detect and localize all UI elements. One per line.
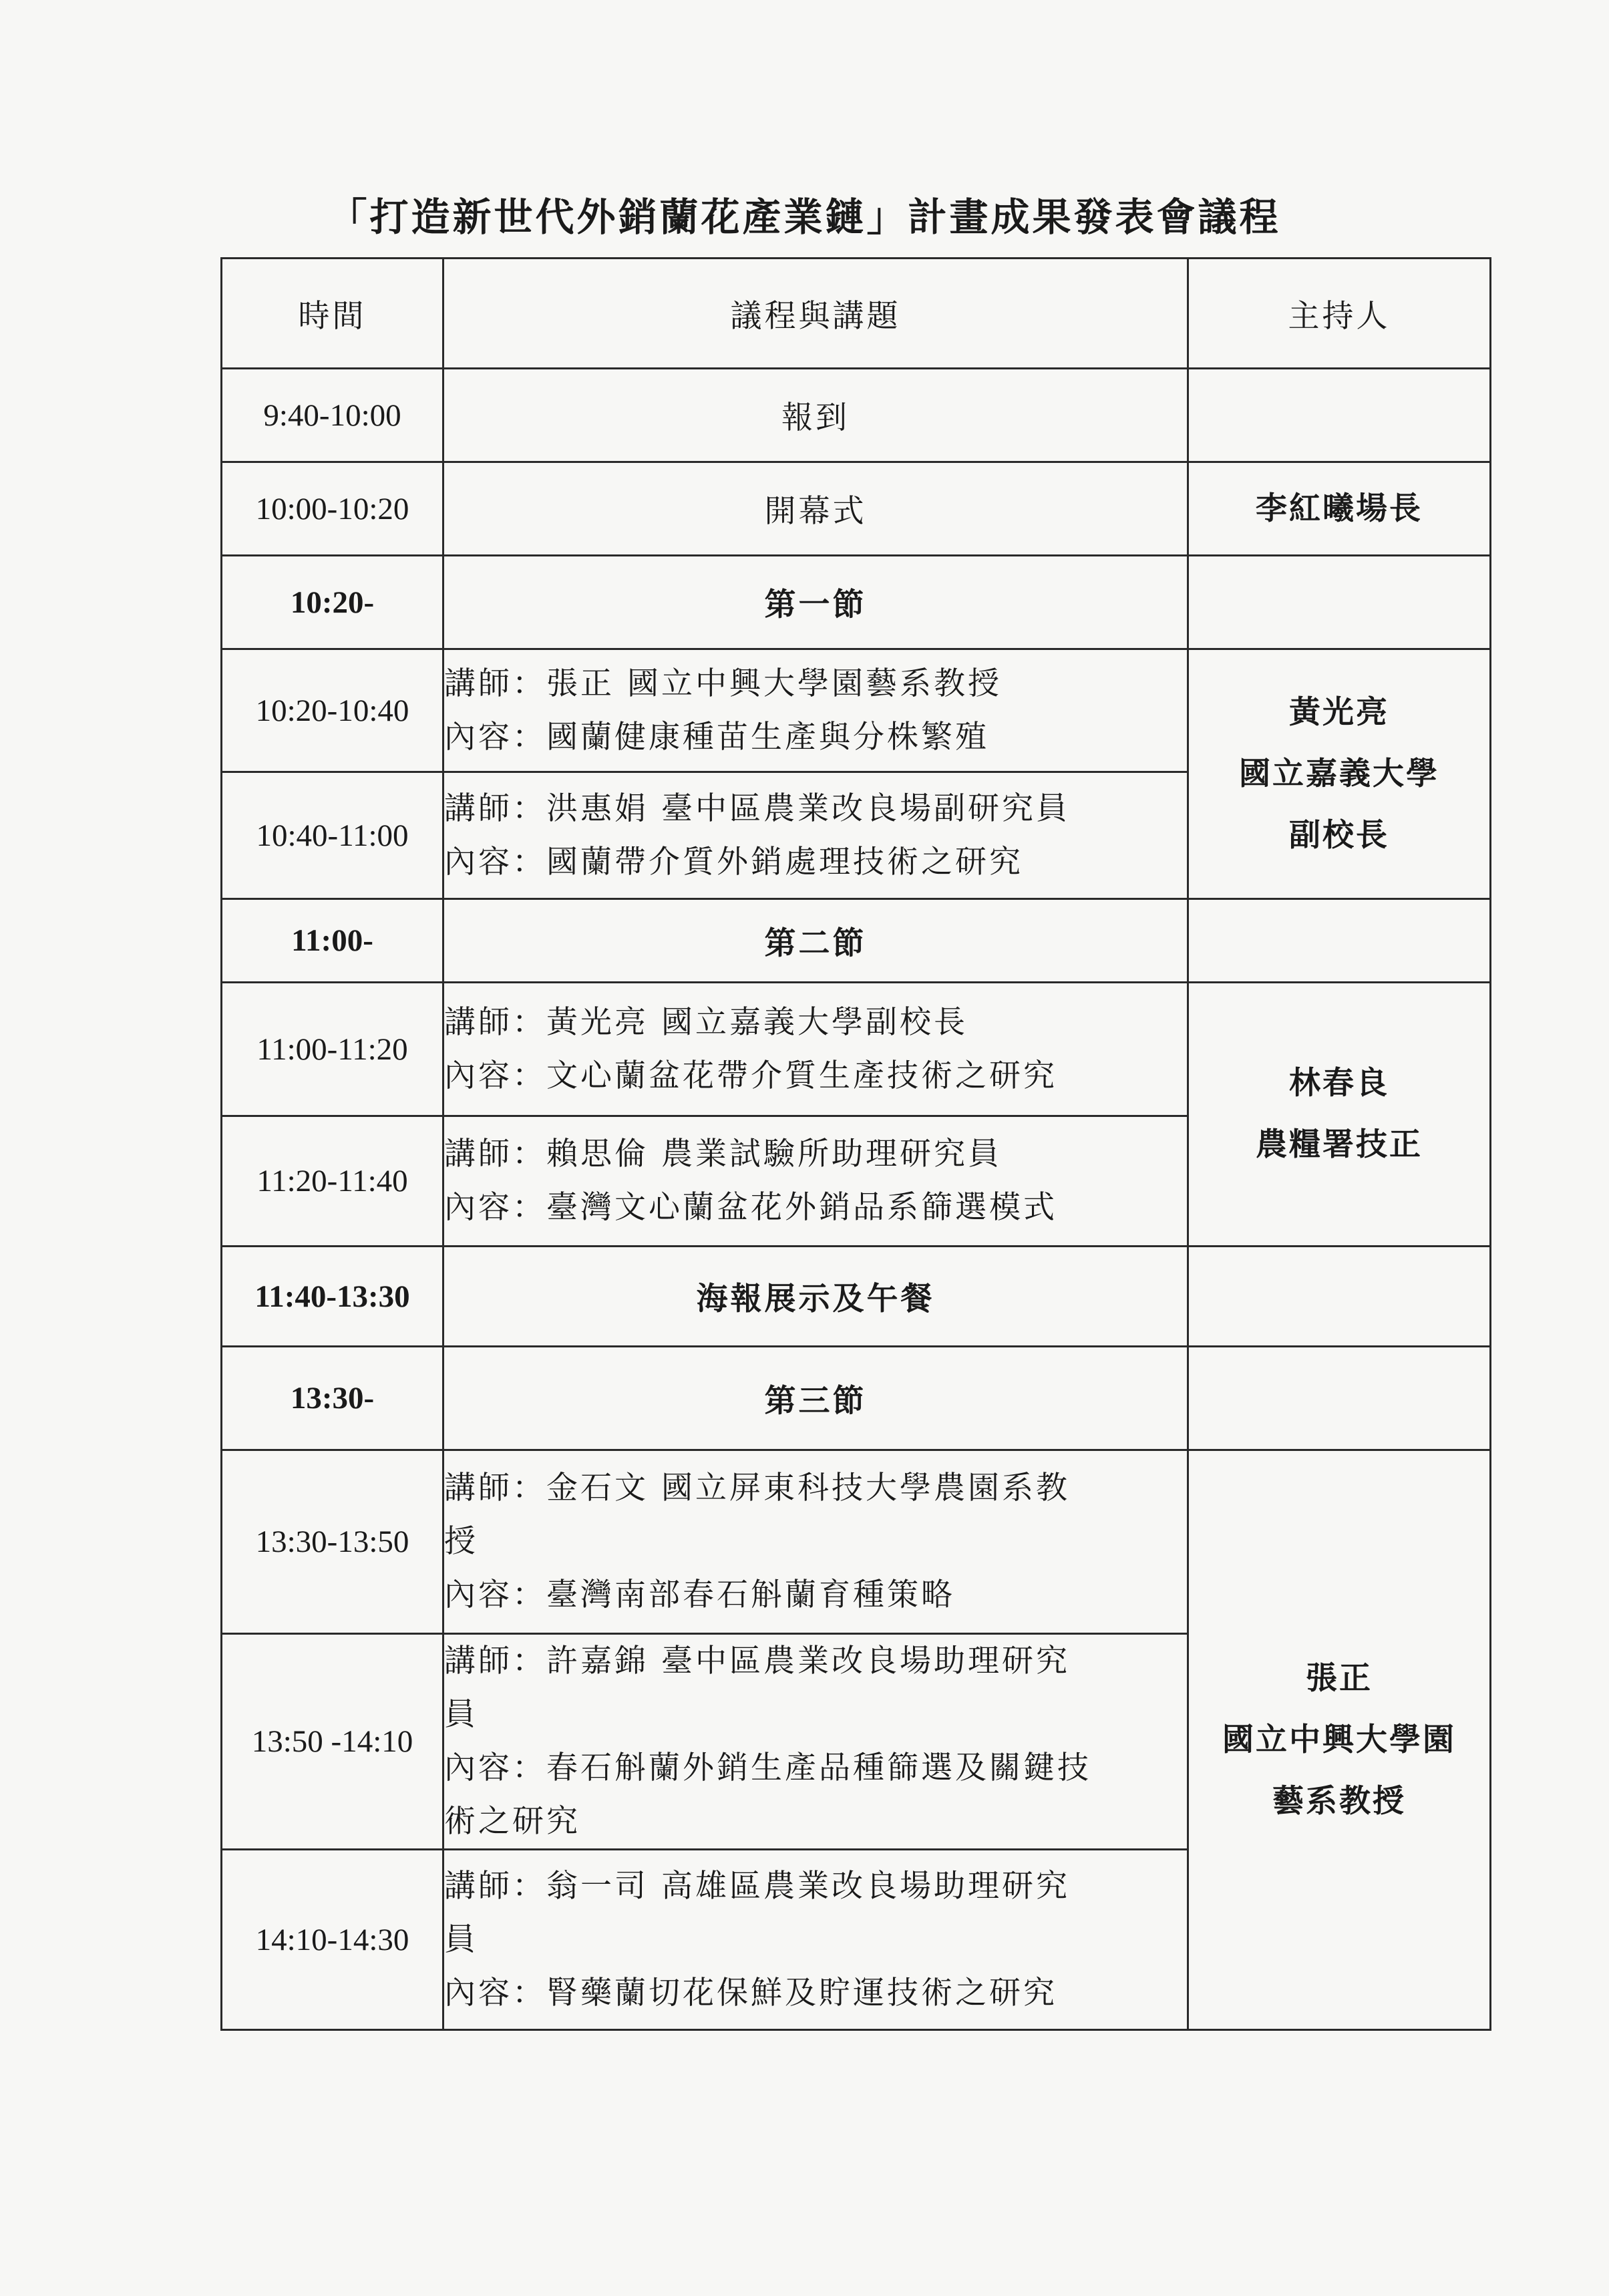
talk-cell bbox=[443, 1850, 1188, 2030]
row-talk1 bbox=[222, 649, 1491, 772]
host-cell-empty bbox=[1188, 369, 1491, 462]
host-org: 國立中興大學園 bbox=[1222, 1721, 1456, 1758]
talk-content: 內容：臺灣文心蘭盆花外銷品系篩選模式 bbox=[444, 1189, 1057, 1226]
talk-speaker: 講師：張正 國立中興大學園藝系教授 bbox=[444, 665, 1002, 702]
host-opening: 李紅曦場長 bbox=[1188, 462, 1491, 556]
host-title: 藝系教授 bbox=[1272, 1782, 1406, 1820]
table-header-row bbox=[222, 259, 1491, 369]
row-time: 9:40-10:00 bbox=[222, 369, 443, 462]
row-session2 bbox=[222, 899, 1491, 983]
host-session3 bbox=[1188, 1450, 1491, 2030]
talk-content: 內容：國蘭帶介質外銷處理技術之研究 bbox=[444, 843, 1023, 880]
row-time: 10:00-10:20 bbox=[222, 462, 443, 556]
host-org: 國立嘉義大學 bbox=[1239, 755, 1439, 792]
agenda-table bbox=[220, 257, 1491, 2031]
talk-speaker-cont: 授 bbox=[444, 1523, 478, 1560]
talk-content: 內容：文心蘭盆花帶介質生產技術之研究 bbox=[444, 1057, 1057, 1094]
session-label: 第一節 bbox=[443, 556, 1188, 649]
row-time: 14:10-14:30 bbox=[222, 1850, 443, 2030]
row-opening bbox=[222, 462, 1491, 556]
talk-content: 內容：國蘭健康種苗生產與分株繁殖 bbox=[444, 718, 989, 756]
host-name: 林春良 bbox=[1289, 1065, 1389, 1102]
talk-speaker: 講師：金石文 國立屏東科技大學農園系教 bbox=[444, 1470, 1070, 1506]
row-time: 11:20-11:40 bbox=[222, 1116, 443, 1247]
session-label: 第二節 bbox=[443, 899, 1188, 983]
talk-speaker: 講師：許嘉錦 臺中區農業改良場助理研究 bbox=[444, 1643, 1070, 1679]
header-time: 時間 bbox=[222, 259, 443, 369]
row-label: 開幕式 bbox=[443, 462, 1188, 556]
talk-content: 內容：春石斛蘭外銷生產品種篩選及關鍵技 bbox=[444, 1750, 1091, 1786]
talk-content-cont: 術之研究 bbox=[444, 1803, 580, 1840]
row-time: 13:30-13:50 bbox=[222, 1450, 443, 1634]
host-session2 bbox=[1188, 983, 1491, 1247]
talk-cell bbox=[443, 1116, 1188, 1247]
talk-cell bbox=[443, 1634, 1188, 1850]
talk-cell bbox=[443, 983, 1188, 1116]
header-topic: 議程與講題 bbox=[443, 259, 1188, 369]
host-cell-empty bbox=[1188, 556, 1491, 649]
talk-speaker: 講師：賴思倫 農業試驗所助理研究員 bbox=[444, 1136, 1002, 1172]
talk-speaker: 講師：黃光亮 國立嘉義大學副校長 bbox=[444, 1003, 968, 1041]
row-talk5 bbox=[222, 1450, 1491, 1634]
talk-content: 內容：臺灣南部春石斛蘭育種策略 bbox=[444, 1577, 955, 1613]
talk-speaker: 講師：翁一司 高雄區農業改良場助理研究 bbox=[444, 1867, 1070, 1905]
page-title: 「打造新世代外銷蘭花產業鏈」計畫成果發表會議程 bbox=[328, 194, 1281, 240]
host-title: 副校長 bbox=[1289, 816, 1389, 854]
row-time: 10:40-11:00 bbox=[222, 772, 443, 899]
host-cell-empty bbox=[1188, 1247, 1491, 1347]
row-lunch bbox=[222, 1247, 1491, 1347]
row-time: 10:20-10:40 bbox=[222, 649, 443, 772]
talk-speaker: 講師：洪惠娟 臺中區農業改良場副研究員 bbox=[444, 790, 1070, 827]
host-session1 bbox=[1188, 649, 1491, 899]
session-label: 第三節 bbox=[443, 1347, 1188, 1450]
row-talk3 bbox=[222, 983, 1491, 1116]
host-name: 張正 bbox=[1306, 1659, 1373, 1697]
row-time: 11:00-11:20 bbox=[222, 983, 443, 1116]
host-cell-empty bbox=[1188, 899, 1491, 983]
talk-cell bbox=[443, 649, 1188, 772]
talk-content: 內容：腎藥蘭切花保鮮及貯運技術之研究 bbox=[444, 1974, 1057, 2011]
row-time: 13:50 -14:10 bbox=[222, 1634, 443, 1850]
row-time: 11:40-13:30 bbox=[222, 1247, 443, 1347]
row-checkin bbox=[222, 369, 1491, 462]
row-session3 bbox=[222, 1347, 1491, 1450]
talk-cell bbox=[443, 1450, 1188, 1634]
row-label: 報到 bbox=[443, 369, 1188, 462]
host-name: 黃光亮 bbox=[1289, 693, 1389, 731]
row-label: 海報展示及午餐 bbox=[443, 1247, 1188, 1347]
row-time: 13:30- bbox=[222, 1347, 443, 1450]
row-time: 10:20- bbox=[222, 556, 443, 649]
talk-speaker-cont: 員 bbox=[444, 1696, 478, 1733]
host-title: 農糧署技正 bbox=[1256, 1126, 1423, 1163]
talk-speaker-cont: 員 bbox=[444, 1921, 478, 1958]
header-host: 主持人 bbox=[1188, 259, 1491, 369]
host-cell-empty bbox=[1188, 1347, 1491, 1450]
row-time: 11:00- bbox=[222, 899, 443, 983]
row-session1 bbox=[222, 556, 1491, 649]
talk-cell bbox=[443, 772, 1188, 899]
